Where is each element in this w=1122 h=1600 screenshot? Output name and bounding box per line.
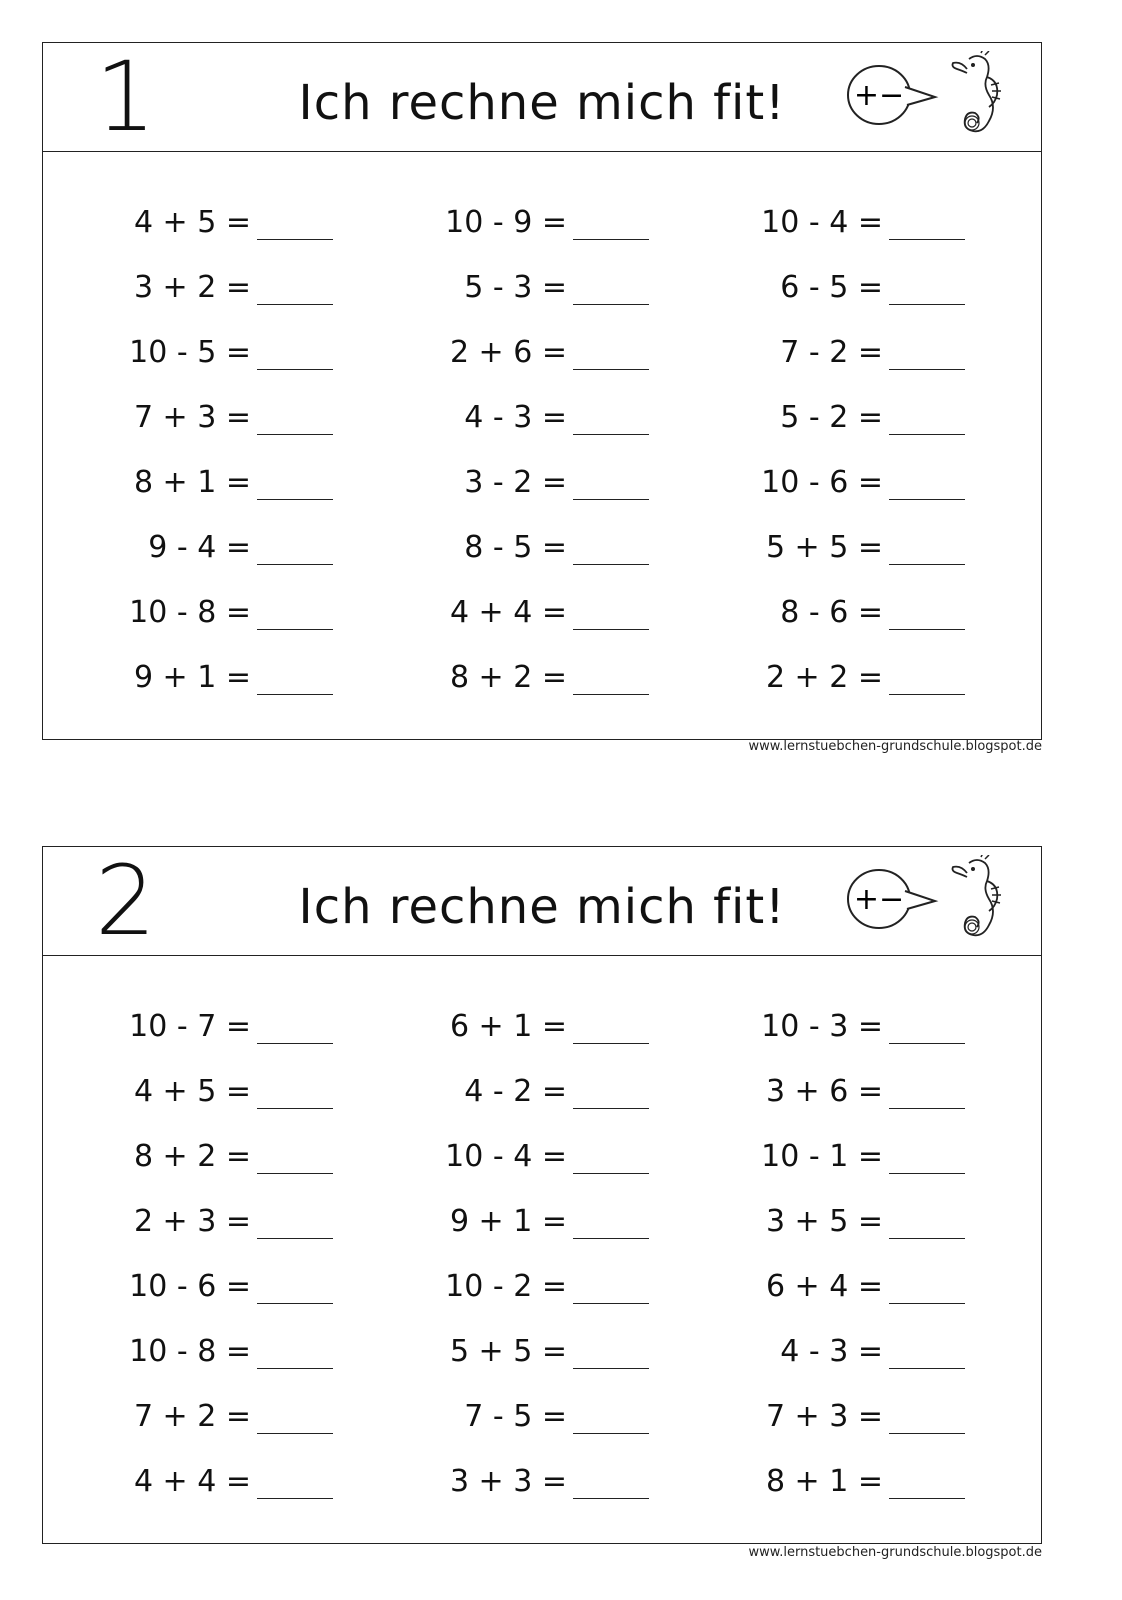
task-expression: 2 + 3 = [133,1204,251,1239]
task-item [359,648,679,698]
task-item [359,1322,679,1372]
task-item [43,648,363,698]
answer-blank[interactable] [573,1238,649,1239]
task-item [359,1192,679,1242]
task-item [359,1127,679,1177]
task-item [675,1387,995,1437]
answer-blank[interactable] [889,1368,965,1369]
task-item [359,323,679,373]
task-expression: 3 - 2 = [464,465,567,500]
task-item [675,1127,995,1177]
task-expression: 10 - 7 = [129,1009,251,1044]
task-expression: 8 + 1 = [765,1464,883,1499]
task-item [43,323,363,373]
task-item [43,1127,363,1177]
answer-blank[interactable] [573,694,649,695]
answer-blank[interactable] [573,564,649,565]
task-expression: 2 + 6 = [449,335,567,370]
answer-blank[interactable] [573,1108,649,1109]
answer-blank[interactable] [573,304,649,305]
task-item [43,997,363,1047]
answer-blank[interactable] [573,1043,649,1044]
answer-blank[interactable] [257,499,333,500]
task-expression: 8 + 2 = [133,1139,251,1174]
task-expression: 3 + 5 = [765,1204,883,1239]
task-item [359,1257,679,1307]
task-item [43,453,363,503]
task-item [43,1387,363,1437]
task-expression: 10 - 1 = [761,1139,883,1174]
answer-blank[interactable] [257,239,333,240]
task-item [359,453,679,503]
plus-minus-speech-bubble-icon [843,61,939,131]
task-item [675,1257,995,1307]
answer-blank[interactable] [889,1303,965,1304]
answer-blank[interactable] [573,1303,649,1304]
footer-url: www.lernstuebchen-grundschule.blogspot.de [748,1545,1042,1560]
bubble-text: +− [853,882,905,917]
answer-blank[interactable] [889,1433,965,1434]
task-item [43,1062,363,1112]
answer-blank[interactable] [257,434,333,435]
task-item [43,1452,363,1502]
task-item [675,1452,995,1502]
plus-minus-speech-bubble-icon [843,865,939,935]
task-expression: 10 - 9 = [445,205,567,240]
answer-blank[interactable] [257,1368,333,1369]
task-item [43,1192,363,1242]
worksheet-title: Ich rechne mich fit! [298,75,786,131]
task-item [43,518,363,568]
worksheet-header [43,847,1041,956]
task-item [675,258,995,308]
task-expression: 8 - 6 = [780,595,883,630]
task-expression: 4 - 3 = [464,400,567,435]
task-item [43,583,363,633]
task-item [675,583,995,633]
task-item [675,1062,995,1112]
task-expression: 8 + 2 = [449,660,567,695]
seahorse-icon [947,855,1009,947]
answer-blank[interactable] [257,1433,333,1434]
answer-blank[interactable] [889,1108,965,1109]
task-item [359,1452,679,1502]
worksheet-number: 1 [95,41,157,153]
footer-url: www.lernstuebchen-grundschule.blogspot.de [748,739,1042,754]
task-expression: 6 + 4 = [765,1269,883,1304]
task-expression: 10 - 6 = [129,1269,251,1304]
answer-blank[interactable] [889,1173,965,1174]
task-expression: 9 + 1 = [133,660,251,695]
answer-blank[interactable] [889,564,965,565]
task-item [675,388,995,438]
answer-blank[interactable] [573,499,649,500]
worksheet-number: 2 [95,845,157,957]
task-expression: 3 + 3 = [449,1464,567,1499]
answer-blank[interactable] [573,629,649,630]
worksheet-header [43,43,1041,152]
answer-blank[interactable] [573,1173,649,1174]
answer-blank[interactable] [573,1433,649,1434]
answer-blank[interactable] [257,1238,333,1239]
task-item [359,583,679,633]
answer-blank[interactable] [257,1043,333,1044]
task-item [675,193,995,243]
task-expression: 5 + 5 = [449,1334,567,1369]
answer-blank[interactable] [889,694,965,695]
bubble-text: +− [853,78,905,113]
answer-blank[interactable] [889,1498,965,1499]
answer-blank[interactable] [257,564,333,565]
answer-blank[interactable] [257,1498,333,1499]
task-expression: 4 + 5 = [133,205,251,240]
task-expression: 4 - 2 = [464,1074,567,1109]
task-item [43,1322,363,1372]
task-expression: 8 + 1 = [133,465,251,500]
task-item [675,518,995,568]
task-expression: 5 - 3 = [464,270,567,305]
worksheet-card-1 [42,42,1042,740]
task-item [675,453,995,503]
task-item [43,1257,363,1307]
answer-blank[interactable] [889,304,965,305]
task-expression: 7 - 5 = [464,1399,567,1434]
task-item [359,258,679,308]
answer-blank[interactable] [257,1108,333,1109]
task-expression: 4 + 4 = [449,595,567,630]
task-item [359,193,679,243]
task-expression: 7 + 3 = [133,400,251,435]
task-item [675,1192,995,1242]
answer-blank[interactable] [573,1498,649,1499]
answer-blank[interactable] [889,629,965,630]
task-expression: 6 + 1 = [449,1009,567,1044]
task-item [359,518,679,568]
answer-blank[interactable] [257,369,333,370]
answer-blank[interactable] [889,1238,965,1239]
worksheet-card-2 [42,846,1042,1544]
task-item [359,1062,679,1112]
answer-blank[interactable] [257,629,333,630]
answer-blank[interactable] [889,434,965,435]
task-expression: 10 - 2 = [445,1269,567,1304]
answer-blank[interactable] [257,304,333,305]
task-expression: 2 + 2 = [765,660,883,695]
answer-blank[interactable] [257,1303,333,1304]
answer-blank[interactable] [889,239,965,240]
answer-blank[interactable] [889,369,965,370]
task-expression: 4 - 3 = [780,1334,883,1369]
task-item [359,388,679,438]
task-item [359,1387,679,1437]
task-item [675,648,995,698]
task-expression: 7 - 2 = [780,335,883,370]
seahorse-icon [947,51,1009,143]
answer-blank[interactable] [573,369,649,370]
worksheet-title: Ich rechne mich fit! [298,879,786,935]
task-expression: 10 - 3 = [761,1009,883,1044]
answer-blank[interactable] [889,499,965,500]
task-expression: 10 - 5 = [129,335,251,370]
task-expression: 7 + 2 = [133,1399,251,1434]
answer-blank[interactable] [889,1043,965,1044]
answer-blank[interactable] [257,1173,333,1174]
task-expression: 5 - 2 = [780,400,883,435]
task-expression: 10 - 8 = [129,595,251,630]
task-expression: 5 + 5 = [765,530,883,565]
answer-blank[interactable] [573,239,649,240]
task-expression: 4 + 4 = [133,1464,251,1499]
task-expression: 9 + 1 = [449,1204,567,1239]
task-expression: 10 - 8 = [129,1334,251,1369]
answer-blank[interactable] [573,434,649,435]
answer-blank[interactable] [573,1368,649,1369]
task-item [675,1322,995,1372]
task-expression: 8 - 5 = [464,530,567,565]
task-expression: 6 - 5 = [780,270,883,305]
task-expression: 9 - 4 = [148,530,251,565]
task-item [43,193,363,243]
task-expression: 3 + 6 = [765,1074,883,1109]
task-item [43,388,363,438]
task-expression: 7 + 3 = [765,1399,883,1434]
task-expression: 3 + 2 = [133,270,251,305]
task-item [43,258,363,308]
task-expression: 10 - 4 = [761,205,883,240]
task-expression: 10 - 4 = [445,1139,567,1174]
task-item [675,997,995,1047]
answer-blank[interactable] [257,694,333,695]
task-expression: 4 + 5 = [133,1074,251,1109]
task-expression: 10 - 6 = [761,465,883,500]
task-item [675,323,995,373]
task-item [359,997,679,1047]
